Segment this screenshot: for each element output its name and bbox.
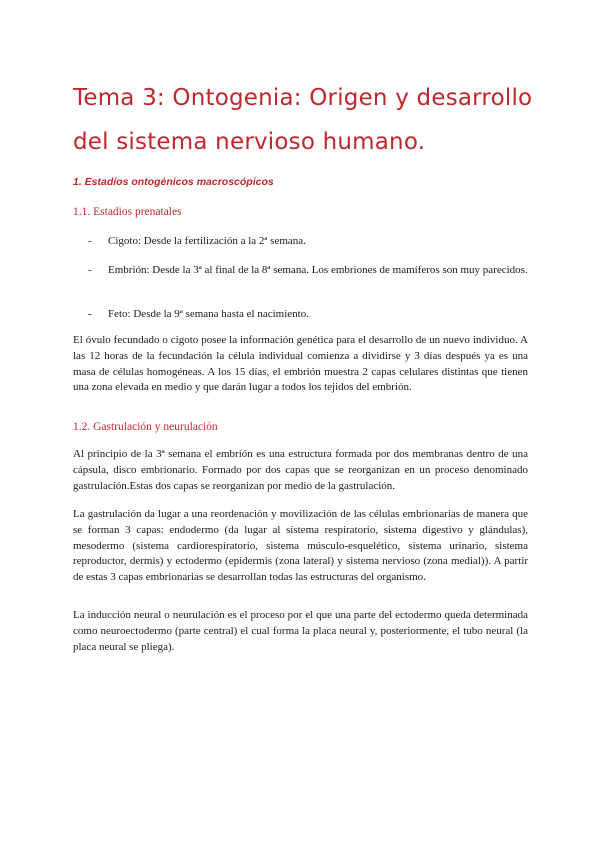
paragraph-induccion-neural: La inducción neural o neurulación es el proceso por el que una parte del ectodermo queda determinada como neuroectodermo (parte central) el cual forma la placa neural y, posteriormente, el tubo neural (la placa neural se pliega). (73, 609, 528, 653)
subsection-heading-prenatales: 1.1. Estadios prenatales (73, 206, 182, 218)
list-item-text: Cigoto: Desde la fertilización a la 2ª semana. (108, 235, 306, 247)
list-item-text: Embrión: Desde la 3ª al final de la 8ª semana. Los embriones de mamíferos son muy parecidos. (108, 264, 528, 276)
subsection-heading-gastrulacion: 1.2. Gastrulación y neurulación (73, 421, 218, 433)
bullet-dash: - (88, 308, 92, 320)
section-heading-estadios: 1. Estadíos ontogénicos macroscópicos (73, 176, 274, 188)
page-title: Tema 3: Ontogenia: Origen y desarrollo del sistema nervioso humano. (73, 85, 533, 155)
bullet-dash: - (88, 264, 92, 276)
list-item-text: Feto: Desde la 9ª semana hasta el nacimiento. (108, 308, 309, 320)
paragraph-tercera-semana: Al principio de la 3ª semana el embrión es una estructura formada por dos membranas dentro de una cápsula, disco embrionario. Formado por dos capas que se reorganizan en un proceso denominado gastrulación.Estas dos capas se reorganizan por medio de la gastrulación. (73, 448, 528, 492)
paragraph-ovulo-fecundado: El óvulo fecundado o cigoto posee la información genética para el desarrollo de un nuevo individuo. A las 12 horas de la fecundación la célula individual comienza a dividirse y 3 días después ya es una masa de células homogéneas. A los 15 días, el embrión muestra 2 capas celulares distintas que tienen una zona elevada en medio y que darán lugar a todos los tejidos del embrión. (73, 334, 528, 394)
bullet-dash: - (88, 235, 92, 247)
paragraph-gastrulacion-capas: La gastrulación da lugar a una reordenación y movilización de las células embrionarias de manera que se forman 3 capas: endodermo (da lugar al sistema respiratorio, sistema digestivo y glándulas), mesodermo (sistema cardiorespiratorio, sistema músculo-esquelético, sistema urinario, sistema reproductor, dermis) y ectodermo (epidermis (zona lateral) y sistema nervioso (zona medial)). A partir de estas 3 capas embrionarias se desarrollan todas las estructuras del organismo. (73, 508, 528, 584)
